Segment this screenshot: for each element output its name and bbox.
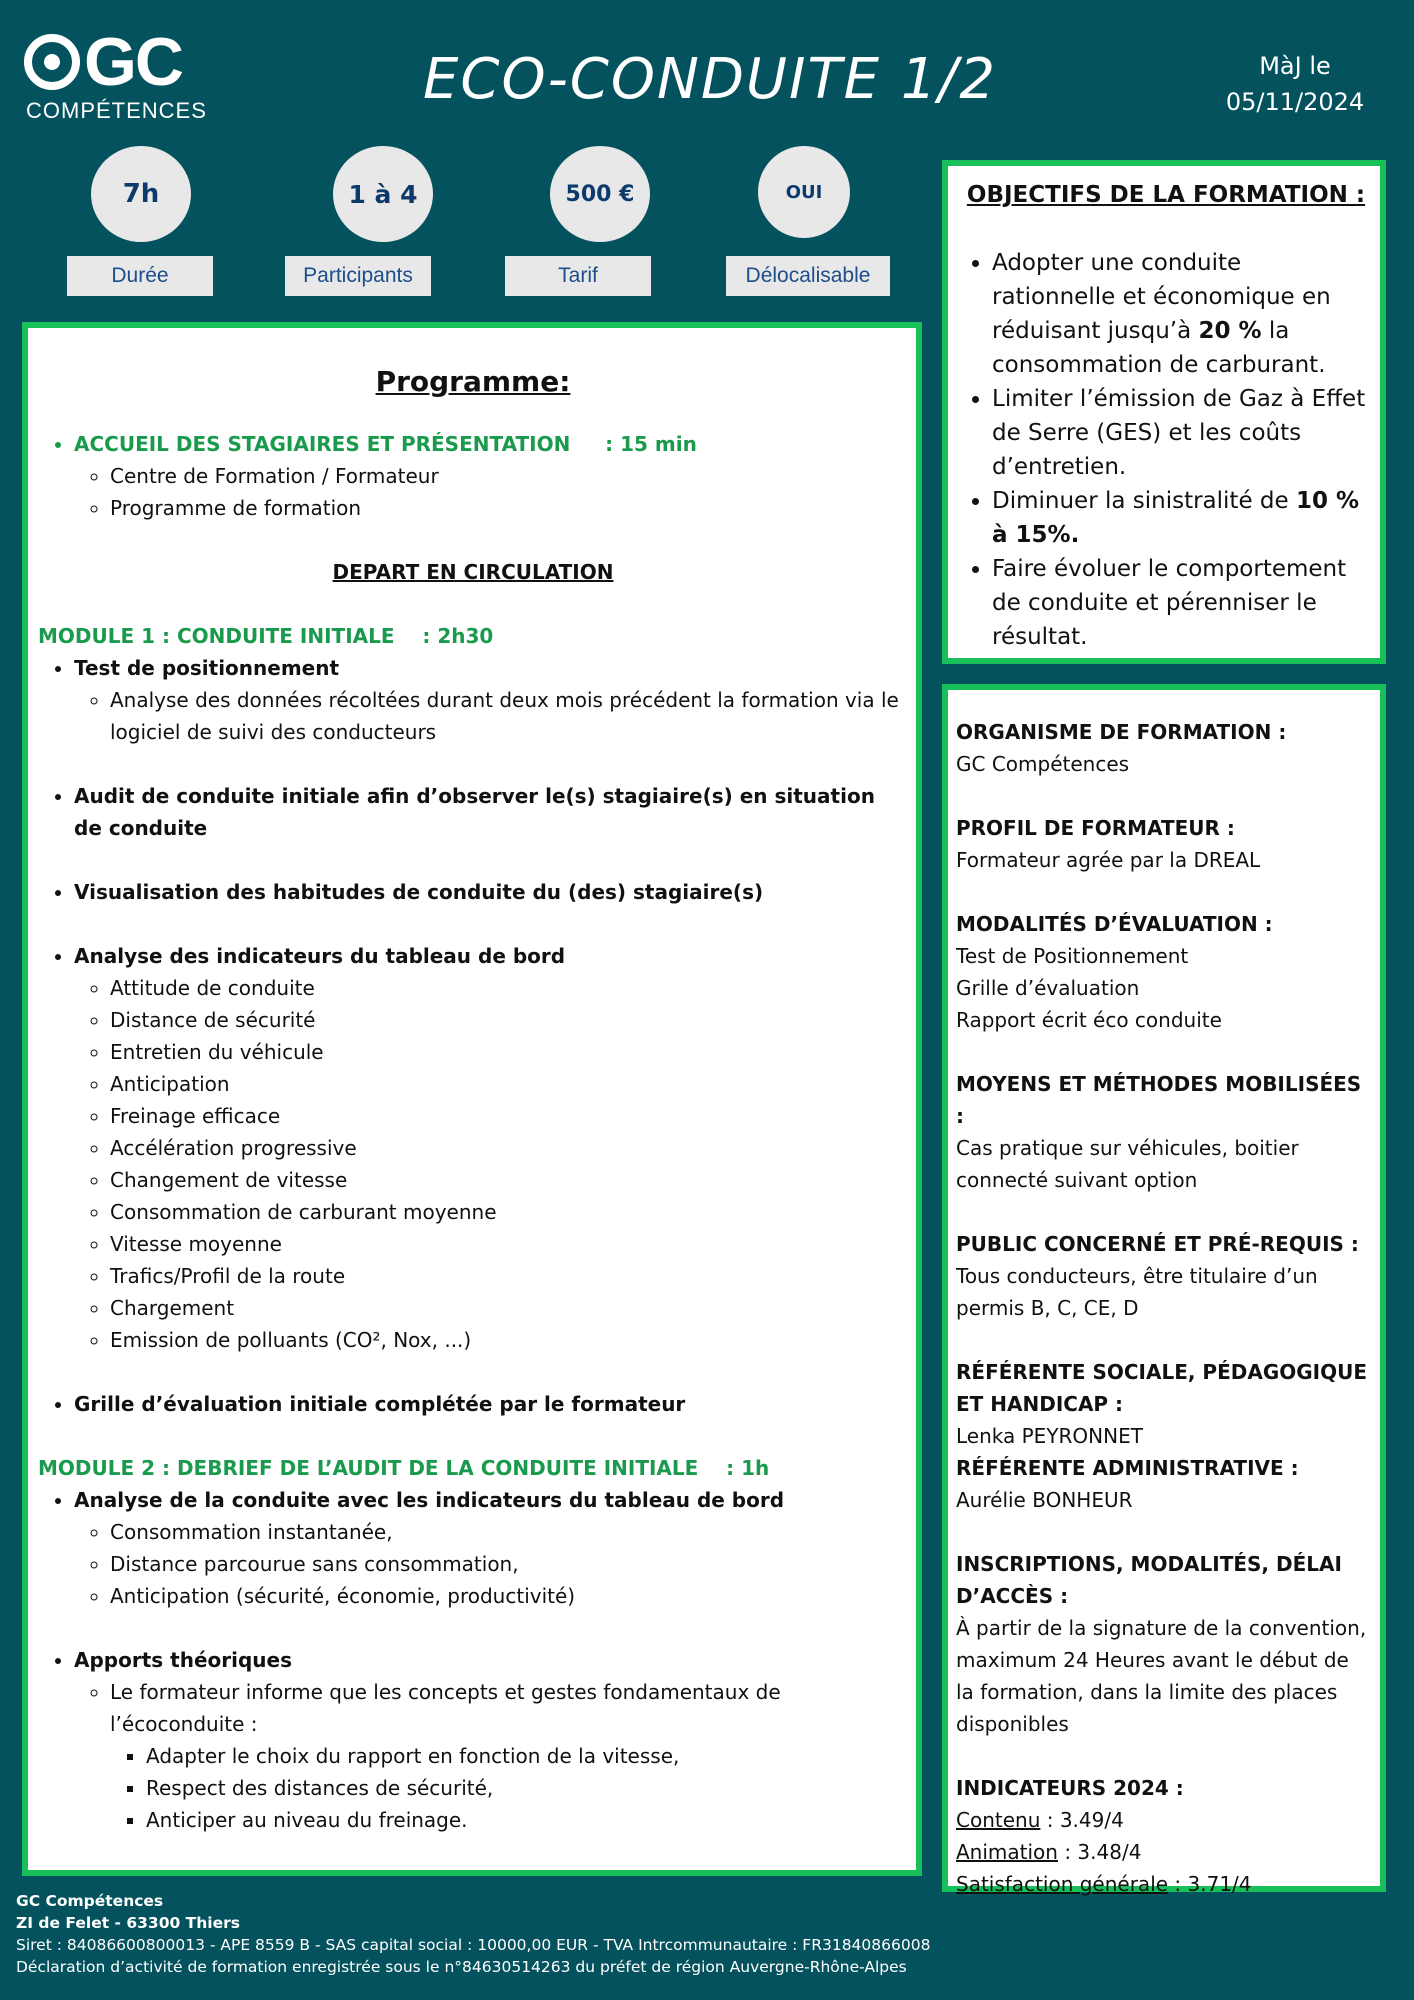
list-item: ◦ Accélération progressive [110,1132,908,1164]
logo-sub: COMPÉTENCES [26,98,207,123]
info-value: Tous conducteurs, être titulaire d’un permis B, C, CE, D [956,1264,1318,1320]
duration-badge: 7h [91,146,191,242]
objective-text: la consommation de carburant. [992,318,1326,378]
theory-title: Apports théoriques [74,1648,292,1672]
list-item: ◦ Analyse des données récoltées durant deux mois précédent la formation via le logiciel de suivi des conducteurs [110,684,908,748]
update-label: MàJ le [1259,52,1331,80]
welcome-item [74,428,908,524]
module1-duration: : 2h30 [422,624,494,648]
info-label: ORGANISME DE FORMATION : [956,720,1287,744]
welcome-duration: : 15 min [605,432,697,456]
list-item: ◦ Consommation instantanée, [110,1516,908,1548]
info-value: Rapport écrit éco conduite [956,1008,1222,1032]
footer [16,1890,930,1978]
list-item: ◦ Programme de formation [110,492,908,524]
info-label: RÉFÉRENTE ADMINISTRATIVE : [956,1456,1299,1480]
indicators-title: Analyse des indicateurs du tableau de bord [74,944,566,968]
objective-text: Diminuer la sinistralité de [992,488,1296,514]
duration-label: Durée [67,256,213,296]
indicator-value: : 3.49/4 [1040,1808,1124,1832]
info-label: INSCRIPTIONS, MODALITÉS, DÉLAI D’ACCÈS : [956,1552,1342,1608]
info-value: Grille d’évaluation [956,976,1140,1000]
indicator-label: Animation [956,1840,1058,1864]
list-item [110,1676,908,1836]
list-item [74,1644,908,1836]
info-value: Cas pratique sur véhicules, boitier connecté suivant option [956,1136,1299,1192]
info-value: À partir de la signature de la convention, maximum 24 Heures avant le début de la formation, dans la limite des places disponibles [956,1616,1367,1736]
programme-heading: Programme: [375,365,571,398]
list-item: ◦ Freinage efficace [110,1100,908,1132]
update-date: 05/11/2024 [1225,88,1365,116]
footer-company: GC Compétences [16,1892,164,1910]
info-value: Lenka PEYRONNET [956,1424,1143,1448]
participants-badge: 1 à 4 [333,146,433,242]
training-info-box [942,684,1386,1896]
objective-item: • Limiter l’émission de Gaz à Effet de Serre (GES) et les coûts d’entretien. [992,382,1370,484]
info-label: PROFIL DE FORMATEUR : [956,816,1235,840]
logo-ring-icon [24,34,80,90]
indicator-label: Contenu [956,1808,1041,1832]
list-item: ◦ Anticipation [110,1068,908,1100]
indicator-value: : 3.71/4 [1168,1872,1252,1896]
objective-item [992,484,1370,552]
info-label: INDICATEURS 2024 : [956,1776,1184,1800]
info-label: RÉFÉRENTE SOCIALE, PÉDAGOGIQUE ET HANDICAP : [956,1360,1368,1416]
footer-legal: Siret : 84086600800013 - APE 8559 B - SAS capital social : 10000,00 EUR - TVA Intrcommunautaire : FR31840866008 [16,1936,931,1954]
list-item: ◦ Emission de polluants (CO², Nox, ...) [110,1324,908,1356]
list-item [74,1484,908,1612]
module2-duration: : 1h [726,1456,770,1480]
list-item: ◦ Attitude de conduite [110,972,908,1004]
update-info [1190,48,1400,120]
indicator-row [956,1836,1372,1868]
list-item: ◦ Vitesse moyenne [110,1228,908,1260]
footer-declaration: Déclaration d’activité de formation enregistrée sous le n°84630514263 du préfet de région Auvergne-Rhône-Alpes [16,1958,907,1976]
relocatable-label: Délocalisable [726,256,890,296]
info-label: PUBLIC CONCERNÉ ET PRÉ-REQUIS : [956,1232,1359,1256]
list-item: ◦ Consommation de carburant moyenne [110,1196,908,1228]
analysis-title: Analyse de la conduite avec les indicateurs du tableau de bord [74,1488,785,1512]
info-label: MODALITÉS D’ÉVALUATION : [956,912,1273,936]
price-badge: 500 € [550,146,650,242]
objective-item [992,246,1370,382]
info-value: Aurélie BONHEUR [956,1488,1133,1512]
module1-heading [38,620,908,652]
list-item: • Visualisation des habitudes de conduite du (des) stagiaire(s) [74,876,908,908]
company-logo [24,24,207,126]
info-value: Formateur agrée par la DREAL [956,848,1261,872]
list-item: • Audit de conduite initiale afin d’observer le(s) stagiaire(s) en situation de conduite [74,780,908,844]
programme-box [22,322,922,1876]
list-item: ◦ Trafics/Profil de la route [110,1260,908,1292]
logo-main: GC [84,24,182,100]
welcome-title: ACCUEIL DES STAGIAIRES ET PRÉSENTATION [74,432,571,456]
footer-address: ZI de Felet - 63300 Thiers [16,1914,240,1932]
departure-heading: DEPART EN CIRCULATION [332,560,614,584]
list-item [74,940,908,1356]
info-value: GC Compétences [956,752,1130,776]
module2-heading [38,1452,908,1484]
list-item: ▪ Adapter le choix du rapport en fonction de la vitesse, [146,1740,908,1772]
price-label: Tarif [505,256,651,296]
list-item: ◦ Chargement [110,1292,908,1324]
participants-label: Participants [285,256,431,296]
page-title: ECO-CONDUITE 1/2 [423,47,997,112]
indicator-value: : 3.48/4 [1057,1840,1142,1864]
objective-item: • Faire évoluer le comportement de conduite et pérenniser le résultat. [992,552,1370,654]
list-item: ◦ Distance parcourue sans consommation, [110,1548,908,1580]
module2-title: MODULE 2 : DEBRIEF DE L’AUDIT DE LA CONDUITE INITIALE [38,1456,699,1480]
list-item: ◦ Centre de Formation / Formateur [110,460,908,492]
info-value: Test de Positionnement [956,944,1189,968]
indicator-row [956,1804,1372,1836]
list-item [74,652,908,748]
list-item: ◦ Anticipation (sécurité, économie, productivité) [110,1580,908,1612]
list-item: • Grille d’évaluation initiale complétée par le formateur [74,1388,908,1420]
list-item: ◦ Changement de vitesse [110,1164,908,1196]
theory-item: Le formateur informe que les concepts et gestes fondamentaux de l’écoconduite : [110,1680,781,1736]
indicator-row [956,1868,1372,1900]
list-item: ◦ Distance de sécurité [110,1004,908,1036]
objective-highlight: 20 % [1198,318,1262,344]
relocatable-badge: OUI [758,146,850,238]
objectives-heading: OBJECTIFS DE LA FORMATION : [966,182,1366,208]
list-item: ◦ Entretien du véhicule [110,1036,908,1068]
objectives-box [942,160,1386,664]
list-item: ▪ Anticiper au niveau du freinage. [146,1804,908,1836]
objective-highlight: 10 % à 15%. [992,488,1360,548]
indicator-label: Satisfaction générale [956,1872,1169,1896]
objective-text: Adopter une conduite rationnelle et économique en réduisant jusqu’à [992,250,1331,344]
list-item: ▪ Respect des distances de sécurité, [146,1772,908,1804]
info-label: MOYENS ET MÉTHODES MOBILISÉES : [956,1072,1362,1128]
module1-title: MODULE 1 : CONDUITE INITIALE [38,624,395,648]
test-title: Test de positionnement [74,656,340,680]
